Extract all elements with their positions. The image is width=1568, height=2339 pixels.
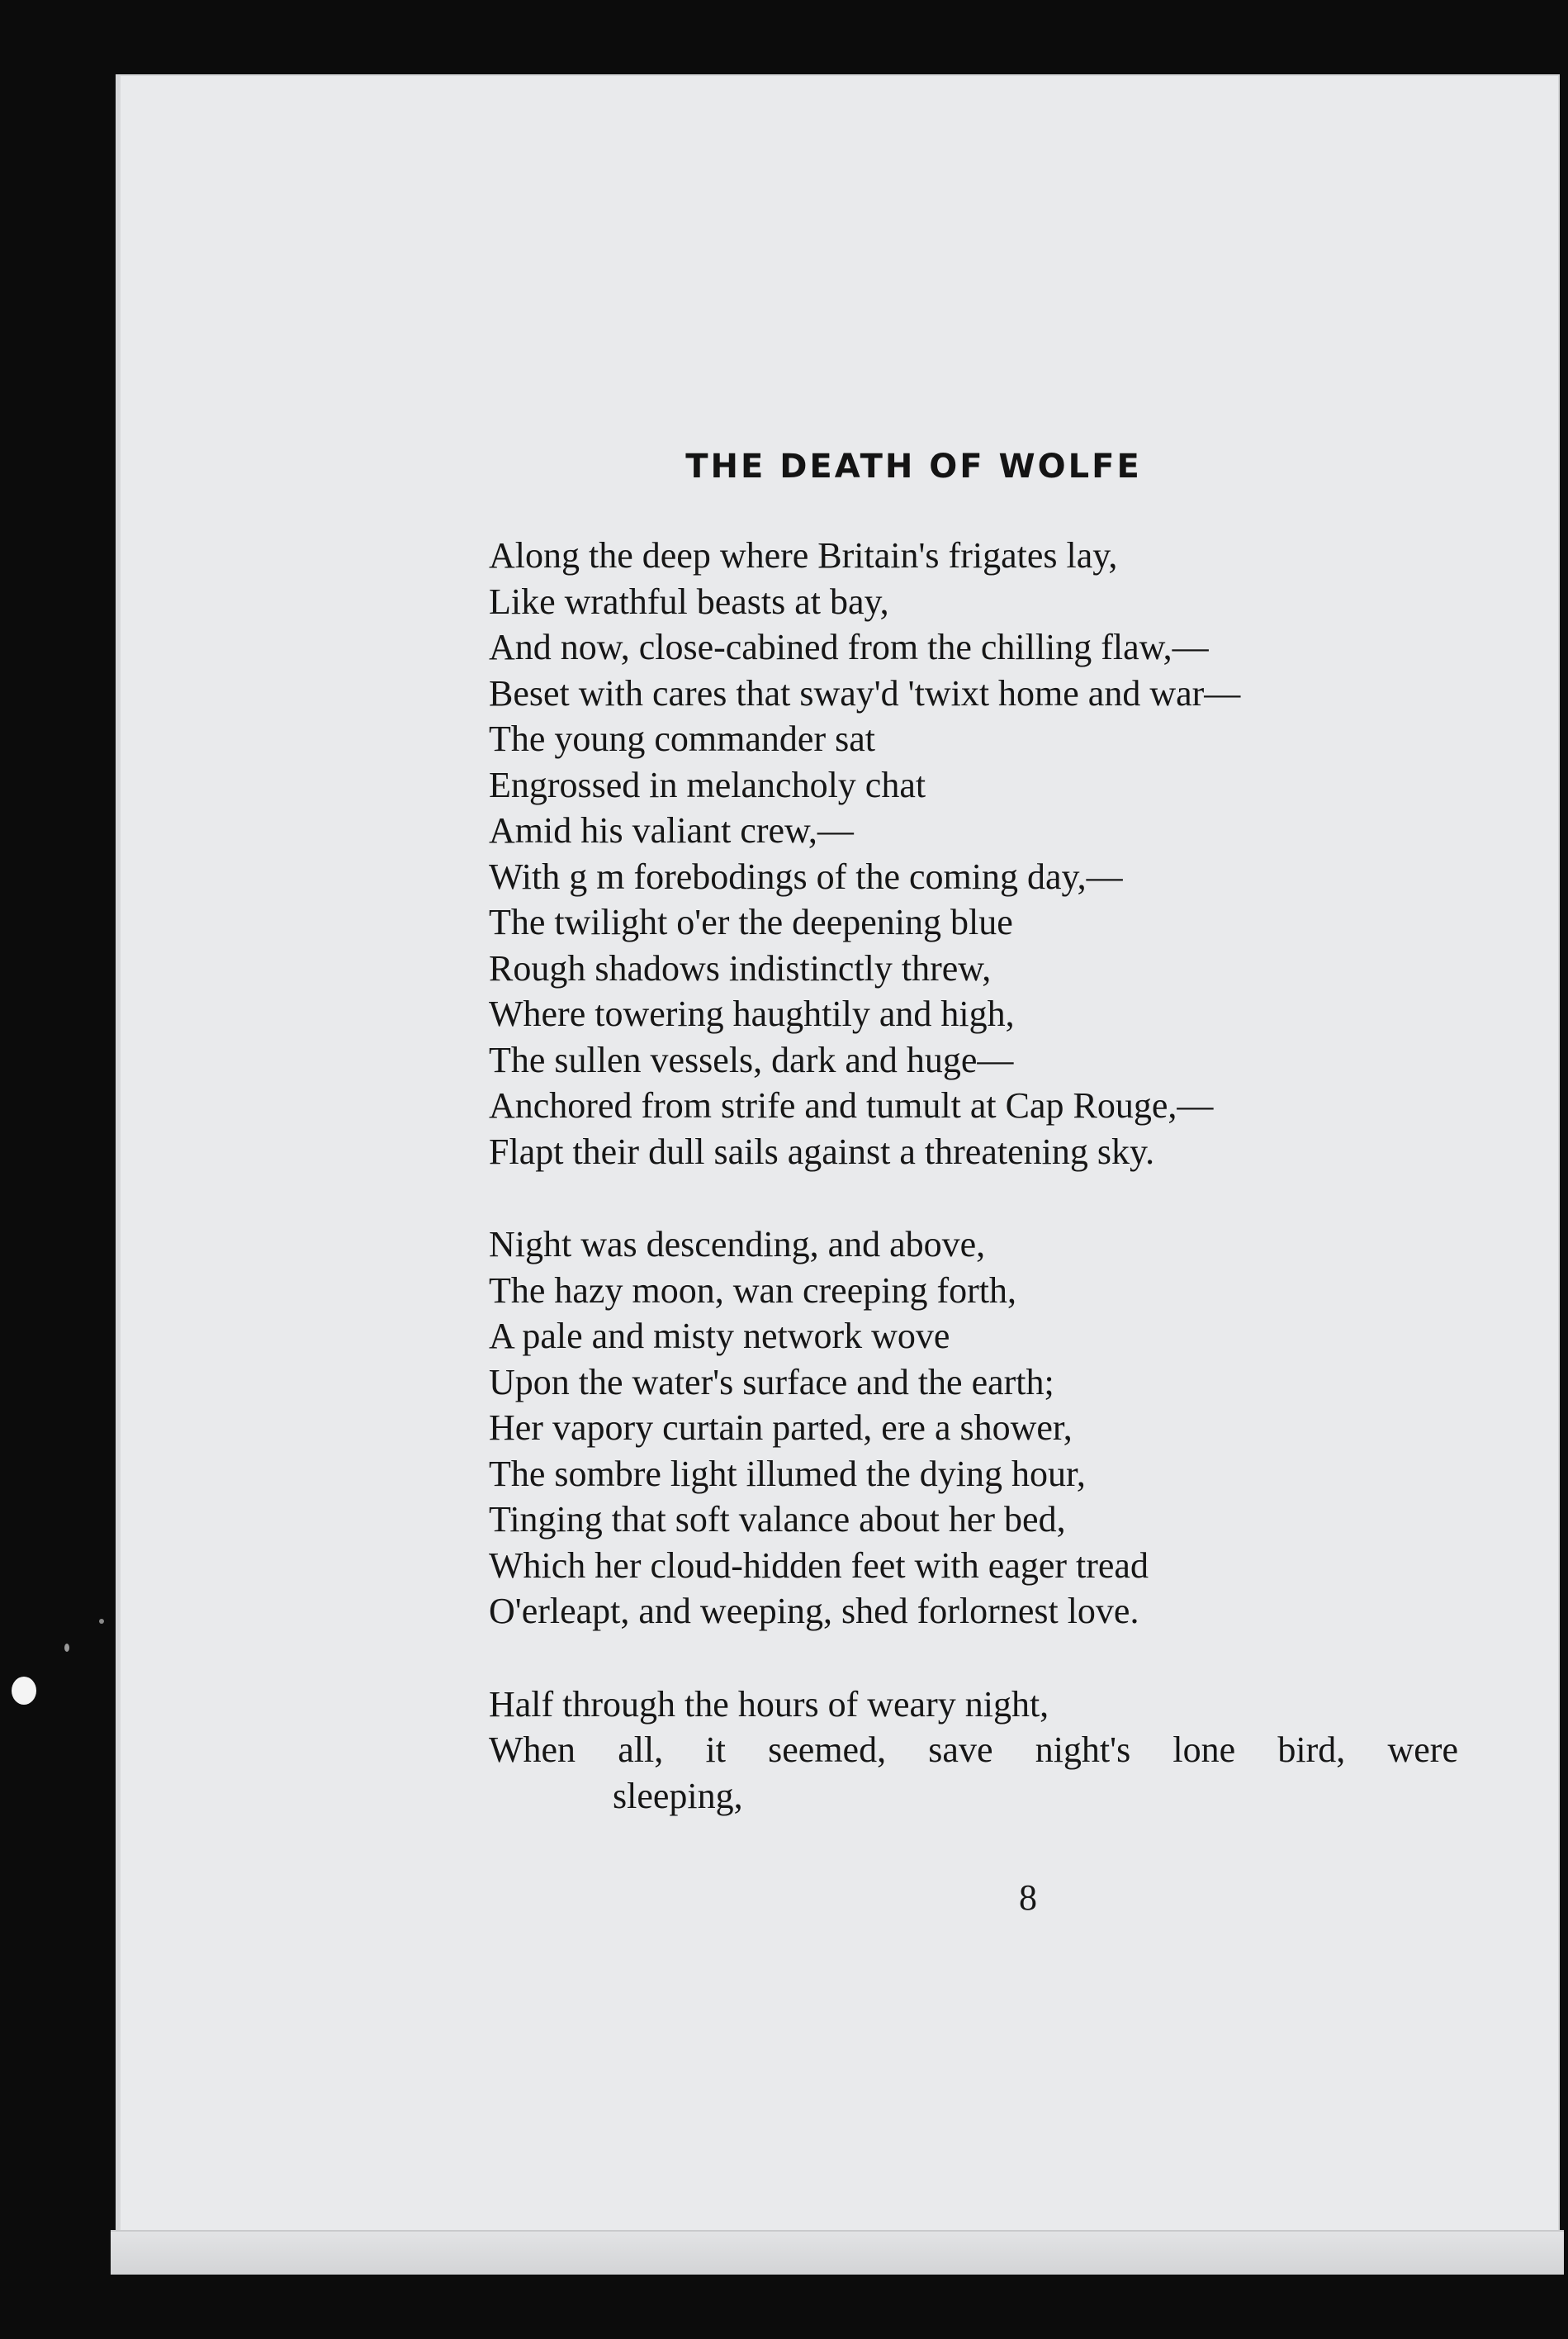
poem-line: Upon the water's surface and the earth;	[489, 1361, 1054, 1402]
stanza-3	[489, 1682, 1568, 1819]
poem-title: THE DEATH OF WOLFE	[685, 448, 1142, 486]
poem-line-continuation: sleeping,	[613, 1775, 743, 1816]
scan-speck	[64, 1644, 69, 1652]
poem-line: The sullen vessels, dark and huge—	[489, 1039, 1014, 1080]
poem-line: Along the deep where Britain's frigates lay,	[489, 535, 1118, 576]
page-number: 8	[1019, 1877, 1037, 1918]
stanza-1	[489, 533, 1568, 1174]
poem-line: And now, close-cabined from the chilling flaw,—	[489, 627, 1209, 667]
scan-speck	[12, 1677, 36, 1705]
poem-line: With g m forebodings of the coming day,—	[489, 856, 1123, 897]
poem-line: Where towering haughtily and high,	[489, 994, 1015, 1034]
poem-line: The hazy moon, wan creeping forth,	[489, 1269, 1016, 1311]
poem-line: The sombre light illumed the dying hour,	[489, 1453, 1086, 1494]
poem-line: Night was descending, and above,	[489, 1224, 986, 1264]
poem-line: The young commander sat	[489, 719, 875, 759]
poem-line: Rough shadows indistinctly threw,	[489, 947, 992, 989]
poem-line: Which her cloud-hidden feet with eager tread	[489, 1544, 1149, 1586]
poem-line: Like wrathful beasts at bay,	[489, 581, 889, 622]
book-page	[116, 74, 1560, 2273]
poem-line: Her vapory curtain parted, ere a shower,	[489, 1407, 1073, 1448]
poem-line: Tinging that soft valance about her bed,	[489, 1499, 1066, 1540]
poem-line: Engrossed in melancholy chat	[489, 764, 926, 805]
poem-line: Half through the hours of weary night,	[489, 1683, 1049, 1725]
poem-line: Amid his valiant crew,—	[489, 810, 854, 851]
poem-line: A pale and misty network wove	[489, 1316, 950, 1356]
poem-line: O'erleapt, and weeping, shed forlornest love.	[489, 1591, 1139, 1631]
stanza-2	[489, 1222, 1568, 1634]
poem-line: When all, it seemed, save night's lone bird, were	[489, 1729, 1458, 1770]
poem-line: Anchored from strife and tumult at Cap Rouge,—	[489, 1085, 1214, 1126]
scan-speck	[99, 1619, 104, 1624]
poem-line: Flapt their dull sails against a threatening sky.	[489, 1131, 1155, 1172]
poem-line: The twilight o'er the deepening blue	[489, 902, 1013, 942]
poem-line: Beset with cares that sway'd 'twixt home and war—	[489, 672, 1241, 714]
poem-body	[489, 533, 1568, 1819]
